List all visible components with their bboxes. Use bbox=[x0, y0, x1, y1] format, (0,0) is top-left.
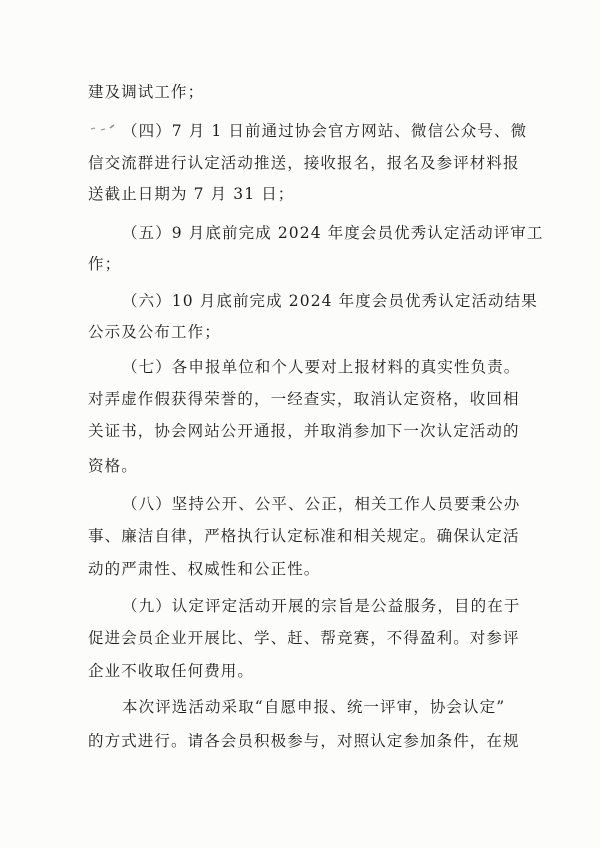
text-line: 关证书，协会网站公开通报，并取消参加下一次认定活动的 bbox=[88, 422, 520, 440]
text-line: 本次评选活动采取“自愿申报、统一评审，协会认定” bbox=[122, 698, 506, 716]
text-line: （八）坚持公开、公平、公正，相关工作人员要秉公办 bbox=[122, 495, 521, 513]
text-line: （九）认定评定活动开展的宗旨是公益服务，目的在于 bbox=[122, 597, 521, 615]
text-line: 事、廉洁自律，严格执行认定标准和相关规定。确保认定活 bbox=[88, 527, 520, 545]
text-line: 对弄虚作假获得荣誉的，一经查实，取消认定资格，收回相 bbox=[88, 390, 520, 408]
text-line: 资格。 bbox=[88, 457, 138, 475]
text-line: （七）各申报单位和个人要对上报材料的真实性负责。 bbox=[122, 358, 521, 376]
text-line: （四）7 月 1 日前通过协会官方网站、微信公众号、微 bbox=[122, 122, 528, 140]
text-line: （五）9 月底前完成 2024 年度会员优秀认定活动评审工 bbox=[122, 224, 544, 242]
text-line: 的方式进行。请各会员积极参与，对照认定参加条件，在规 bbox=[88, 732, 520, 750]
text-line: 送截止日期为 7 月 31 日； bbox=[88, 185, 295, 203]
text-line: 信交流群进行认定活动推送，接收报名，报名及参评材料报 bbox=[88, 154, 520, 172]
text-line: 动的严肃性、权威性和公正性。 bbox=[88, 560, 321, 578]
scan-mark-icon bbox=[90, 121, 116, 133]
text-line: 建及调试工作； bbox=[88, 83, 205, 101]
text-line: 促进会员企业开展比、学、赶、帮竞赛，不得盈利。对参评 bbox=[88, 629, 520, 647]
text-line: 企业不收取任何费用。 bbox=[88, 662, 255, 680]
text-line: 公示及公布工作； bbox=[88, 323, 221, 341]
text-line: 作； bbox=[88, 255, 122, 273]
text-line: （六）10 月底前完成 2024 年度会员优秀认定活动结果 bbox=[122, 292, 538, 310]
